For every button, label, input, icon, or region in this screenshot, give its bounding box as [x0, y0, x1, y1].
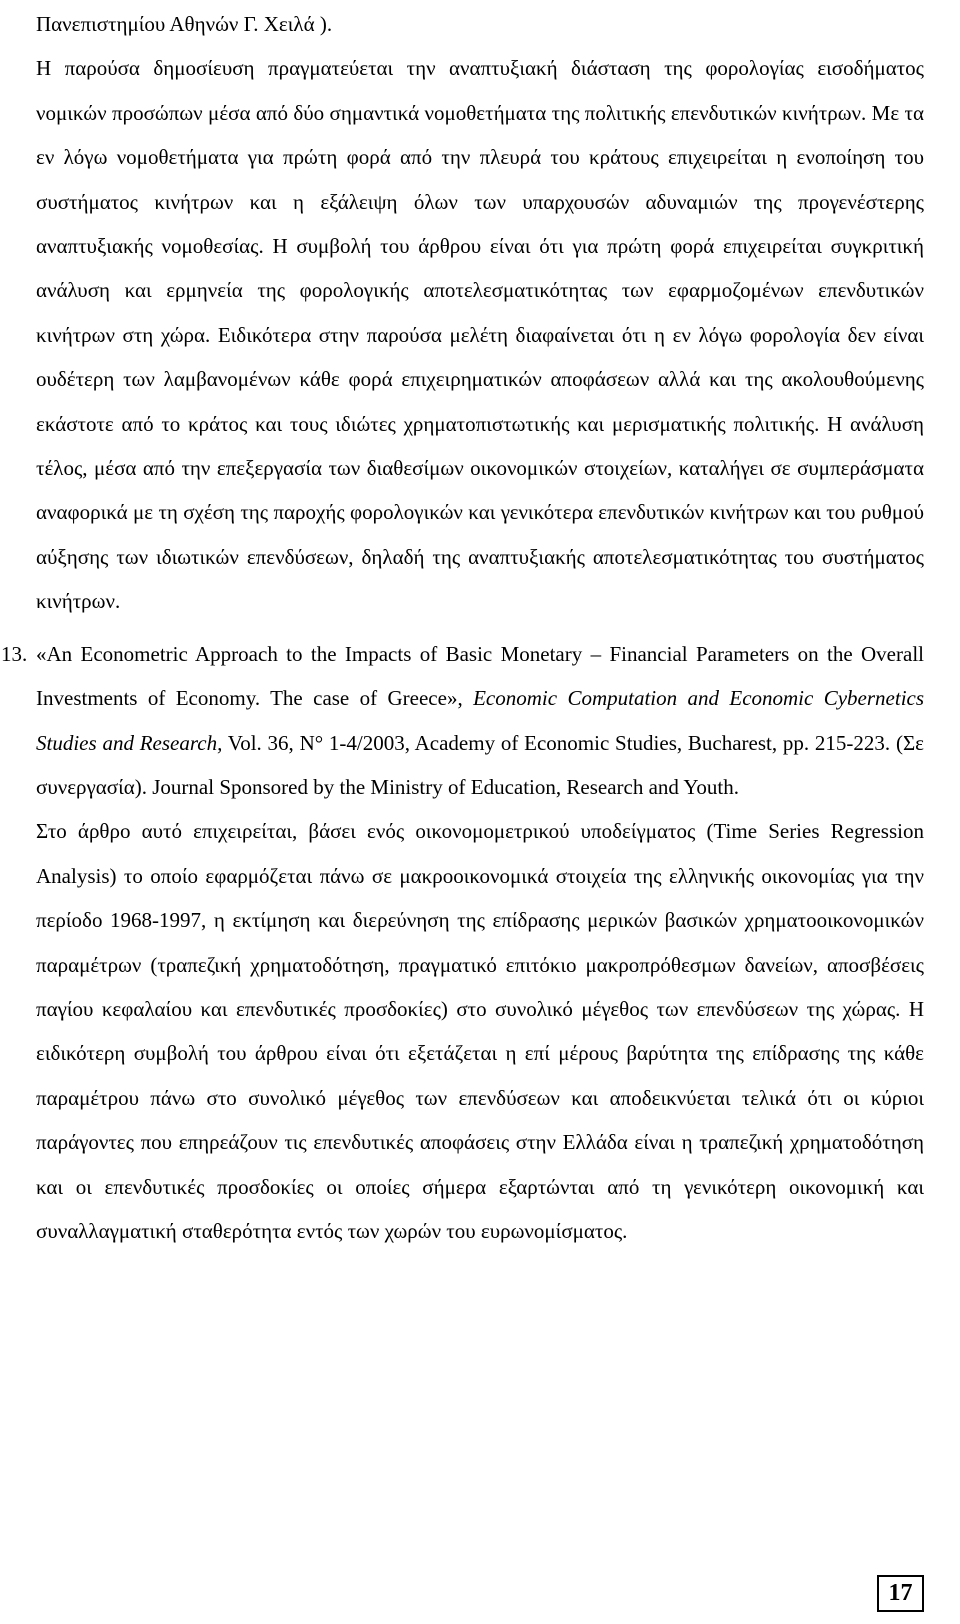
page-number: 17	[877, 1575, 924, 1612]
reference-citation	[36, 632, 924, 810]
reference-13	[1, 632, 925, 1254]
document-page	[1, 0, 925, 1253]
reference-abstract: Στο άρθρο αυτό επιχειρείται, βάσει ενός οικονομομετρικού υποδείγματος (Time Series Regression Analysis) το οποίο εφαρμόζεται πάνω σε μακροοικονομικά στοιχεία της ελληνικής οικονομίας για την περίοδο 1968-1997, η εκτίμηση και διερεύνηση της επίδρασης μερικών βασικών χρηματοοικονομικών παραμέτρων (τραπεζική χρηματοδότηση, πραγματικό επιτόκιο μακροπρόθεσμων δανείων, αποσβέσεις παγίου κεφαλαίου και επενδυτικές προσδοκίες) στο συνολικό μέγεθος των επενδύσεων της χώρας. Η ειδικότερη συμβολή του άρθρου είναι ότι εξετάζεται η επί μέρους βαρύτητα της επίδρασης της κάθε παραμέτρου πάνω στο συνολικό μέγεθος των επενδύσεων και αποδεικνύεται τελικά ότι οι κύριοι παράγοντες που επηρεάζουν τις επενδυτικές αποφάσεις στην Ελλάδα είναι η τραπεζική χρηματοδότηση και οι επενδυτικές προσδοκίες οι οποίες σήμερα εξαρτώνται από τη γενικότερη οικονομική και συναλλαγματική σταθερότητα εντός των χωρών του ευρωνομίσματος.	[36, 819, 924, 1243]
reference-details: Vol. 36, N° 1-4/2003, Academy of Economic Studies, Bucharest, pp. 215-223. (Σε συνεργασία). Journal Sponsored by the Ministry of Education, Research and Youth.	[36, 730, 924, 799]
reference-number: 13.	[1, 641, 28, 666]
paragraph-1: Η παρούσα δημοσίευση πραγματεύεται την αναπτυξιακή διάσταση της φορολογίας εισοδήματος νομικών προσώπων μέσα από δύο σημαντικά νομοθετήματα της πολιτικής επενδυτικών κινήτρων. Με τα εν λόγω νομοθετήματα για πρώτη φορά από την πλευρά του κράτους επιχειρείται η ενοποίηση του συστήματος κινήτρων και η εξάλειψη όλων των υπαρχουσών αδυναμιών της προγενέστερης αναπτυξιακής νομοθεσίας. Η συμβολή του άρθρου είναι ότι για πρώτη φορά επιχειρείται συγκριτική ανάλυση και ερμηνεία της φορολογικής αποτελεσματικότητας των εφαρμοζομένων επενδυτικών κινήτρων στη χώρα. Ειδικότερα στην παρούσα μελέτη διαφαίνεται ότι η εν λόγω φορολογία δεν είναι ουδέτερη των λαμβανομένων κάθε φορά επιχειρηματικών αποφάσεων αλλά και της ακολουθούμενης εκάστοτε από το κράτος και τους ιδιώτες χρηματοπιστωτικής και μερισματικής πολιτικής. Η ανάλυση τέλος, μέσα από την επεξεργασία των διαθεσίμων οικονομικών στοιχείων, καταλήγει σε συμπεράσματα αναφορικά με τη σχέση της παροχής φορολογικών και γενικότερα επενδυτικών κινήτρων και του ρυθμού αύξησης των ιδιωτικών επενδύσεων, δηλαδή της αναπτυξιακής αποτελεσματικότητας του συστήματος κινήτρων.	[36, 56, 924, 614]
reference-journal: Economic Computation and Economic Cybernetics Studies and Research,	[36, 686, 925, 755]
carryover-line: Πανεπιστημίου Αθηνών Γ. Χειλά ).	[36, 12, 333, 36]
reference-title: «An Econometric Approach to the Impacts of Basic Monetary – Financial Parameters on the Overall Investments of Economy. The case of Greece»,	[36, 641, 924, 711]
